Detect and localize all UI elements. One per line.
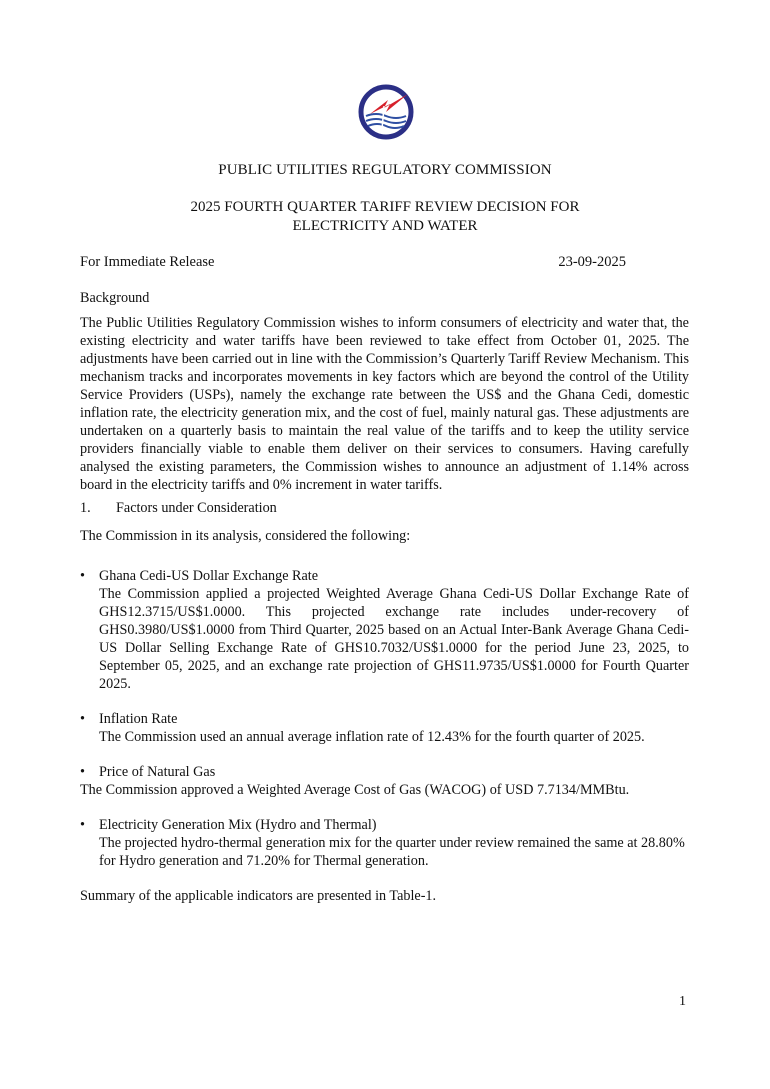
- bullet-title-text: Price of Natural Gas: [99, 764, 216, 780]
- bullet-exchange-rate-body: The Commission applied a projected Weighted Average Ghana Cedi-US Dollar Exchange Rate of GHS12.3715/US$1.0000. This projected exchange rate includes under-recovery of GHS0.3980/US$1.0000 from Third Quarter, 2025 based on an Actual Inter-Bank Average Ghana Cedi-US Dollar Selling Exchange Rate of GHS10.7032/US$1.0000 for the period June 23, 2025, to September 05, 2025, and an exchange rate projection of GHS11.9735/US$1.0000 for Fourth Quarter 2025.: [99, 586, 689, 692]
- puc-logo-icon: [358, 84, 414, 140]
- document-title: [0, 198, 770, 236]
- section-number: 1.: [80, 500, 91, 516]
- section-heading: [80, 499, 689, 517]
- document-title-line1: 2025 FOURTH QUARTER TARIFF REVIEW DECISION FOR: [190, 199, 580, 215]
- section-title: Factors under Consideration: [116, 500, 277, 516]
- page-number: 1: [679, 994, 686, 1009]
- summary-text: Summary of the applicable indicators are presented in Table-1.: [80, 888, 437, 904]
- bullet-inflation-title: [80, 710, 177, 728]
- bullet-gas-price-title: [80, 763, 215, 781]
- bullet-exchange-rate-title: [80, 567, 318, 585]
- bullet-generation-mix-title: [80, 816, 376, 834]
- bullet-title-text: Ghana Cedi-US Dollar Exchange Rate: [99, 568, 319, 584]
- bullet-inflation-body: The Commission used an annual average inflation rate of 12.43% for the fourth quarter of 2025.: [99, 729, 645, 745]
- bullet-title-text: Electricity Generation Mix (Hydro and Thermal): [99, 817, 377, 833]
- bullet-generation-mix-body: The projected hydro-thermal generation mix for the quarter under review remained the same at 28.80% for Hydro generation and 71.20% for Thermal generation.: [99, 835, 685, 869]
- release-date: 23-09-2025: [558, 254, 626, 270]
- release-row: [80, 254, 626, 271]
- bullet-icon: •: [80, 711, 85, 727]
- bullet-icon: •: [80, 817, 85, 833]
- bullet-gas-price-body: The Commission approved a Weighted Average Cost of Gas (WACOG) of USD 7.7134/MMBtu.: [80, 782, 630, 798]
- bullet-icon: •: [80, 764, 85, 780]
- bullet-title-text: Inflation Rate: [99, 711, 178, 727]
- section-intro: The Commission in its analysis, considered the following:: [80, 528, 411, 544]
- bullet-icon: •: [80, 568, 85, 584]
- release-label: For Immediate Release: [80, 254, 215, 270]
- document-title-line2: ELECTRICITY AND WATER: [292, 218, 478, 234]
- background-paragraph: The Public Utilities Regulatory Commission wishes to inform consumers of electricity and water that, the existing electricity and water tariffs have been reviewed to take effect from October 01, 2025. The adjustments have been carried out in line with the Commission’s Quarterly Tariff Review Mechanism. This mechanism tracks and incorporates movements in key factors which are beyond the control of the Utility Service Providers (USPs), namely the exchange rate between the US$ and the Ghana Cedi, domestic inflation rate, the electricity generation mix, and the cost of fuel, mainly natural gas. These adjustments are undertaken on a quarterly basis to maintain the real value of the tariffs and to keep the utility service providers financially viable to enable them deliver on their services to consumers. Having carefully analysed the existing parameters, the Commission wishes to announce an adjustment of 1.14% across board in the electricity tariffs and 0% increment in water tariffs.: [80, 315, 689, 493]
- organization-name: PUBLIC UTILITIES REGULATORY COMMISSION: [218, 162, 552, 178]
- background-heading: Background: [80, 290, 150, 306]
